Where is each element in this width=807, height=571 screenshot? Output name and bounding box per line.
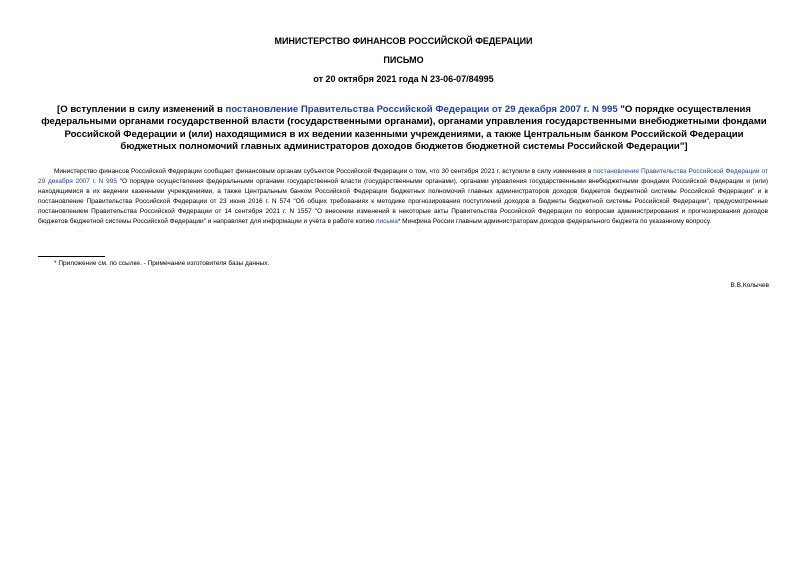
document-date: от 20 октября 2021 года N 23-06-07/84995: [313, 74, 494, 84]
body-decree-link[interactable]: постановление Правительства Российской Федерации от 29 декабря 2007 г. N 995: [38, 168, 768, 185]
body-part-3: * Минфина России главным администраторам доходов федерального бюджета по указанному вопросу.: [397, 218, 712, 225]
signature: В.В.Колычев: [730, 282, 769, 289]
subject-decree-link[interactable]: постановление Правительства Российской Федерации от 29 декабря 2007 г. N 995: [225, 104, 618, 115]
footnote-text: * Приложение см. по ссылке. - Примечание изготовителя базы данных.: [54, 260, 270, 267]
body-letter-link[interactable]: письма: [375, 218, 398, 225]
subject-suffix: "О порядке осуществления федеральными органами государственной власти (государственными органами), органами управления государственными внебюджетными фондами Российской Федерации и (или) находящимися в их ведении казенными учреждениями, а также Центральным банком Российской Федерации бюджетных полномочий главных администраторов доходов бюджетов бюджетной системы Российской Федерации"]: [41, 104, 767, 152]
body-part-1: Министерство финансов Российской Федерации сообщает финансовым органам субъектов Российской Федерации о том, что 30 сентября 2021 г. вступили в силу изменения в: [54, 168, 594, 175]
document-type: ПИСЬМО: [383, 55, 424, 65]
footnote-divider: [38, 256, 105, 257]
body-paragraph: [38, 167, 768, 227]
document-subject: [36, 104, 772, 153]
ministry-title: МИНИСТЕРСТВО ФИНАНСОВ РОССИЙСКОЙ ФЕДЕРАЦИИ: [274, 36, 533, 46]
subject-prefix: [О вступлении в силу изменений в: [57, 104, 226, 115]
body-part-2: "О порядке осуществления федеральными органами государственной власти (государственными органами), органами управления государственными внебюджетными фондами Российской Федерации и (или) находящимися в их ведении казенными учреждениями, а также Центральным банком Российской Федерации бюджетных полномочий главных администраторов доходов бюджетов бюджетной системы Российской Федерации" и в постановление Правительства Российской Федерации от 23 июня 2016 г. N 574 "Об общих требованиях к методике прогнозирования поступлений доходов в бюджеты бюджетной системы Российской Федерации", предусмотренные постановлением Правительства Российской Федерации от 14 сентября 2021 г. N 1557 "О внесении изменений в некоторые акты Правительства Российской Федерации по вопросам администрирования и прогнозирования доходов бюджетов бюджетной системы Российской Федерации" и направляет для информации и учёта в работе копию: [38, 178, 769, 225]
